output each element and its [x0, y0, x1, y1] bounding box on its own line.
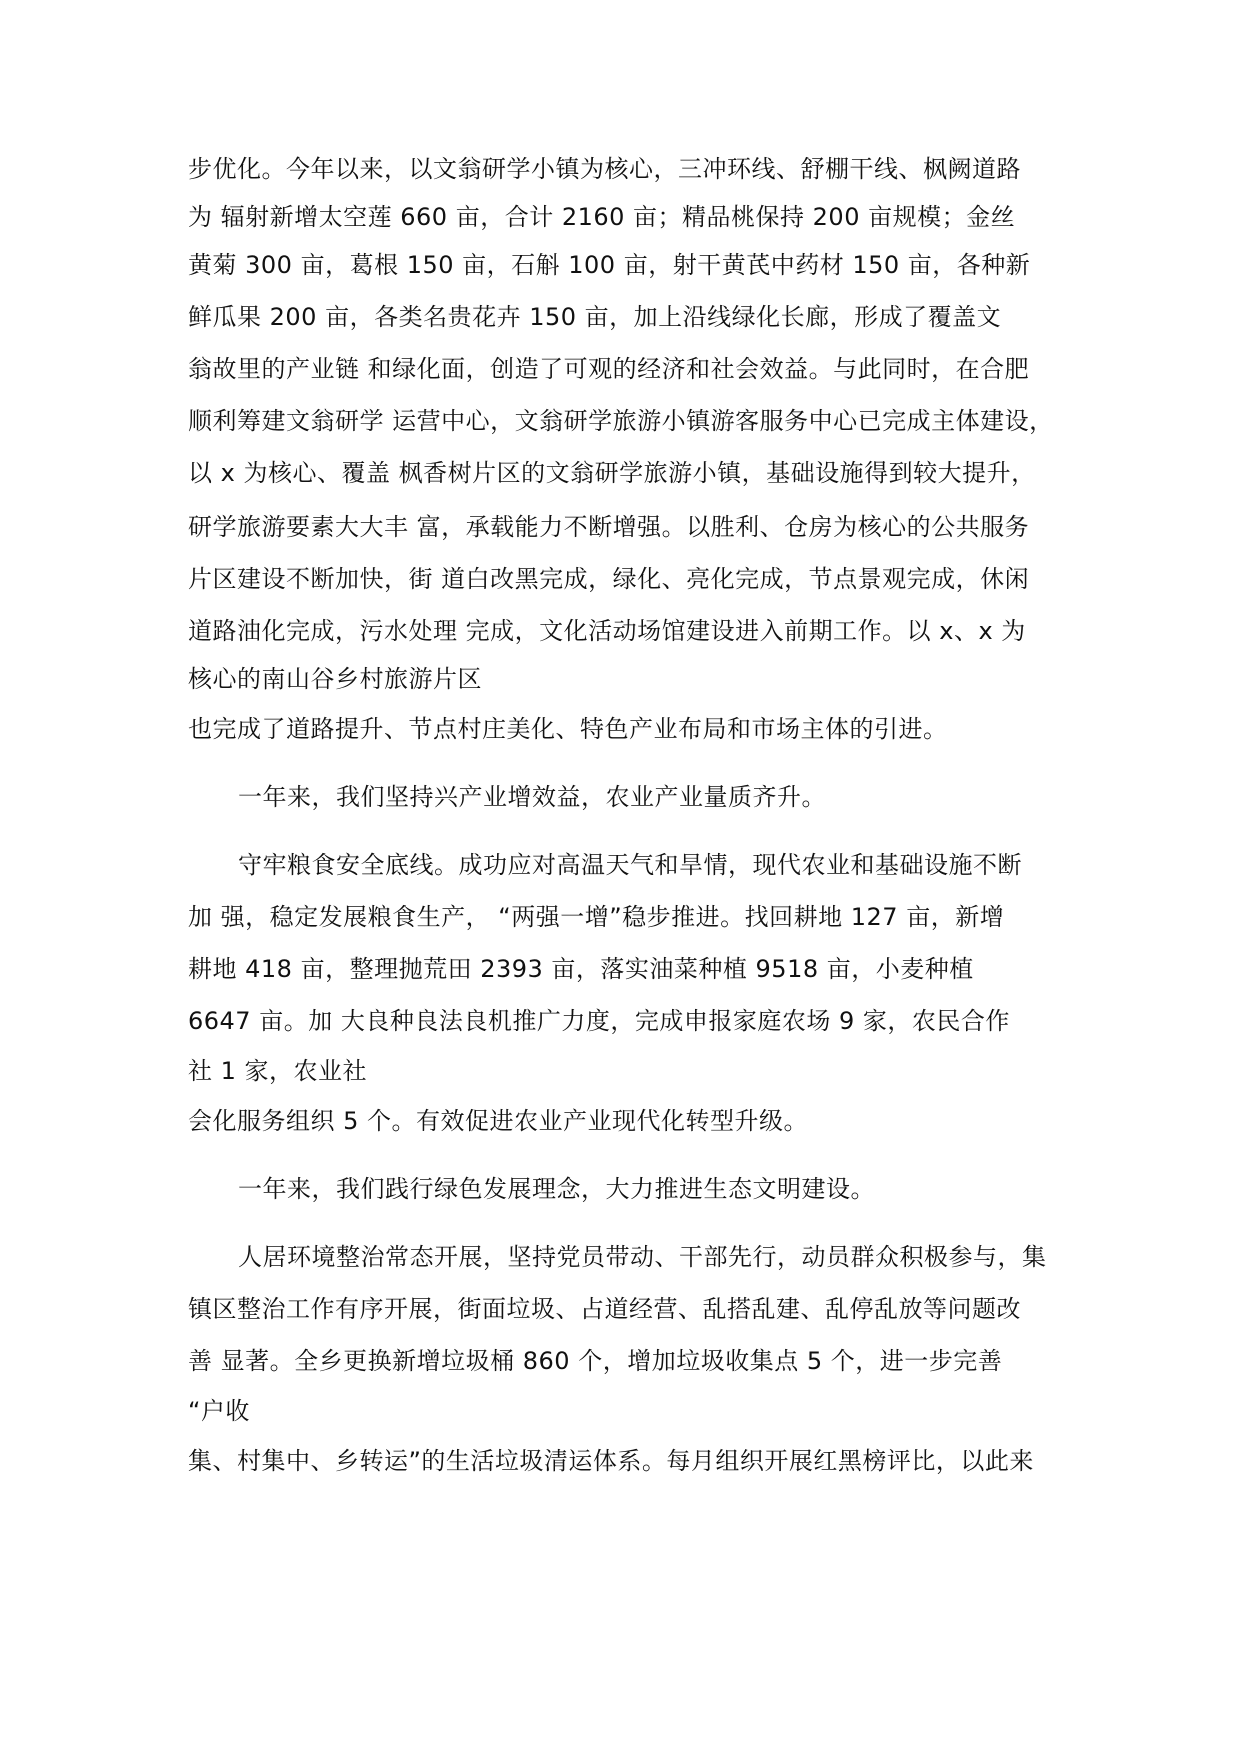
section-heading: 一年来，我们践行绿色发展理念，大力推进生态文明建设。	[238, 1175, 875, 1203]
text-line: 会化服务组织 5 个。有效促进农业产业现代化转型升级。	[188, 1107, 809, 1135]
text-line: 步优化。今年以来，以文翁研学小镇为核心，三冲环线、舒棚干线、枫阙道路	[188, 155, 1021, 183]
text-line: 人居环境整治常态开展，坚持党员带动、干部先行，动员群众积极参与，集	[238, 1243, 1047, 1271]
text-line: 社 1 家，农业社	[188, 1057, 368, 1085]
text-line: 核心的南山谷乡村旅游片区	[188, 665, 482, 693]
text-line: 鲜瓜果 200 亩，各类名贵花卉 150 亩，加上沿线绿化长廊，形成了覆盖文	[188, 303, 1002, 331]
text-line: 善 显著。全乡更换新增垃圾桶 860 个，增加垃圾收集点 5 个，进一步完善	[188, 1347, 1003, 1375]
text-line: 守牢粮食安全底线。成功应对高温天气和旱情，现代农业和基础设施不断	[238, 851, 1022, 879]
text-line: 6647 亩。加 大良种良法良机推广力度，完成申报家庭农场 9 家，农民合作	[188, 1007, 1010, 1035]
text-line: 耕地 418 亩，整理抛荒田 2393 亩，落实油菜种植 9518 亩，小麦种植	[188, 955, 974, 983]
text-line: 顺利筹建文翁研学 运营中心，文翁研学旅游小镇游客服务中心已完成主体建设，	[188, 407, 1054, 435]
text-line: 翁故里的产业链 和绿化面，创造了可观的经济和社会效益。与此同时，在合肥	[188, 355, 1030, 383]
text-line: 以 x 为核心、覆盖 枫香树片区的文翁研学旅游小镇，基础设施得到较大提升，	[188, 459, 1036, 487]
text-line: 为 辐射新增太空莲 660 亩，合计 2160 亩；精品桃保持 200 亩规模；金丝	[188, 203, 1016, 231]
text-line: 黄菊 300 亩，葛根 150 亩，石斛 100 亩，射干黄芪中药材 150 亩，各种新	[188, 251, 1031, 279]
text-line: 研学旅游要素大大丰 富，承载能力不断增强。以胜利、仓房为核心的公共服务	[188, 513, 1030, 541]
text-line: 镇区整治工作有序开展，街面垃圾、占道经营、乱搭乱建、乱停乱放等问题改	[188, 1295, 1021, 1323]
text-line: 加 强，稳定发展粮食生产， “两强一增”稳步推进。找回耕地 127 亩，新增	[188, 903, 1005, 931]
text-line: “户收	[188, 1397, 250, 1425]
text-line: 集、村集中、乡转运”的生活垃圾清运体系。每月组织开展红黑榜评比，以此来	[188, 1447, 1034, 1475]
text-line: 片区建设不断加快，街 道白改黑完成，绿化、亮化完成，节点景观完成，休闲	[188, 565, 1030, 593]
section-heading: 一年来，我们坚持兴产业增效益，农业产业量质齐升。	[238, 783, 826, 811]
text-line: 也完成了道路提升、节点村庄美化、特色产业布局和市场主体的引进。	[188, 715, 948, 743]
text-line: 道路油化完成，污水处理 完成，文化活动场馆建设进入前期工作。以 x、x 为	[188, 617, 1026, 645]
